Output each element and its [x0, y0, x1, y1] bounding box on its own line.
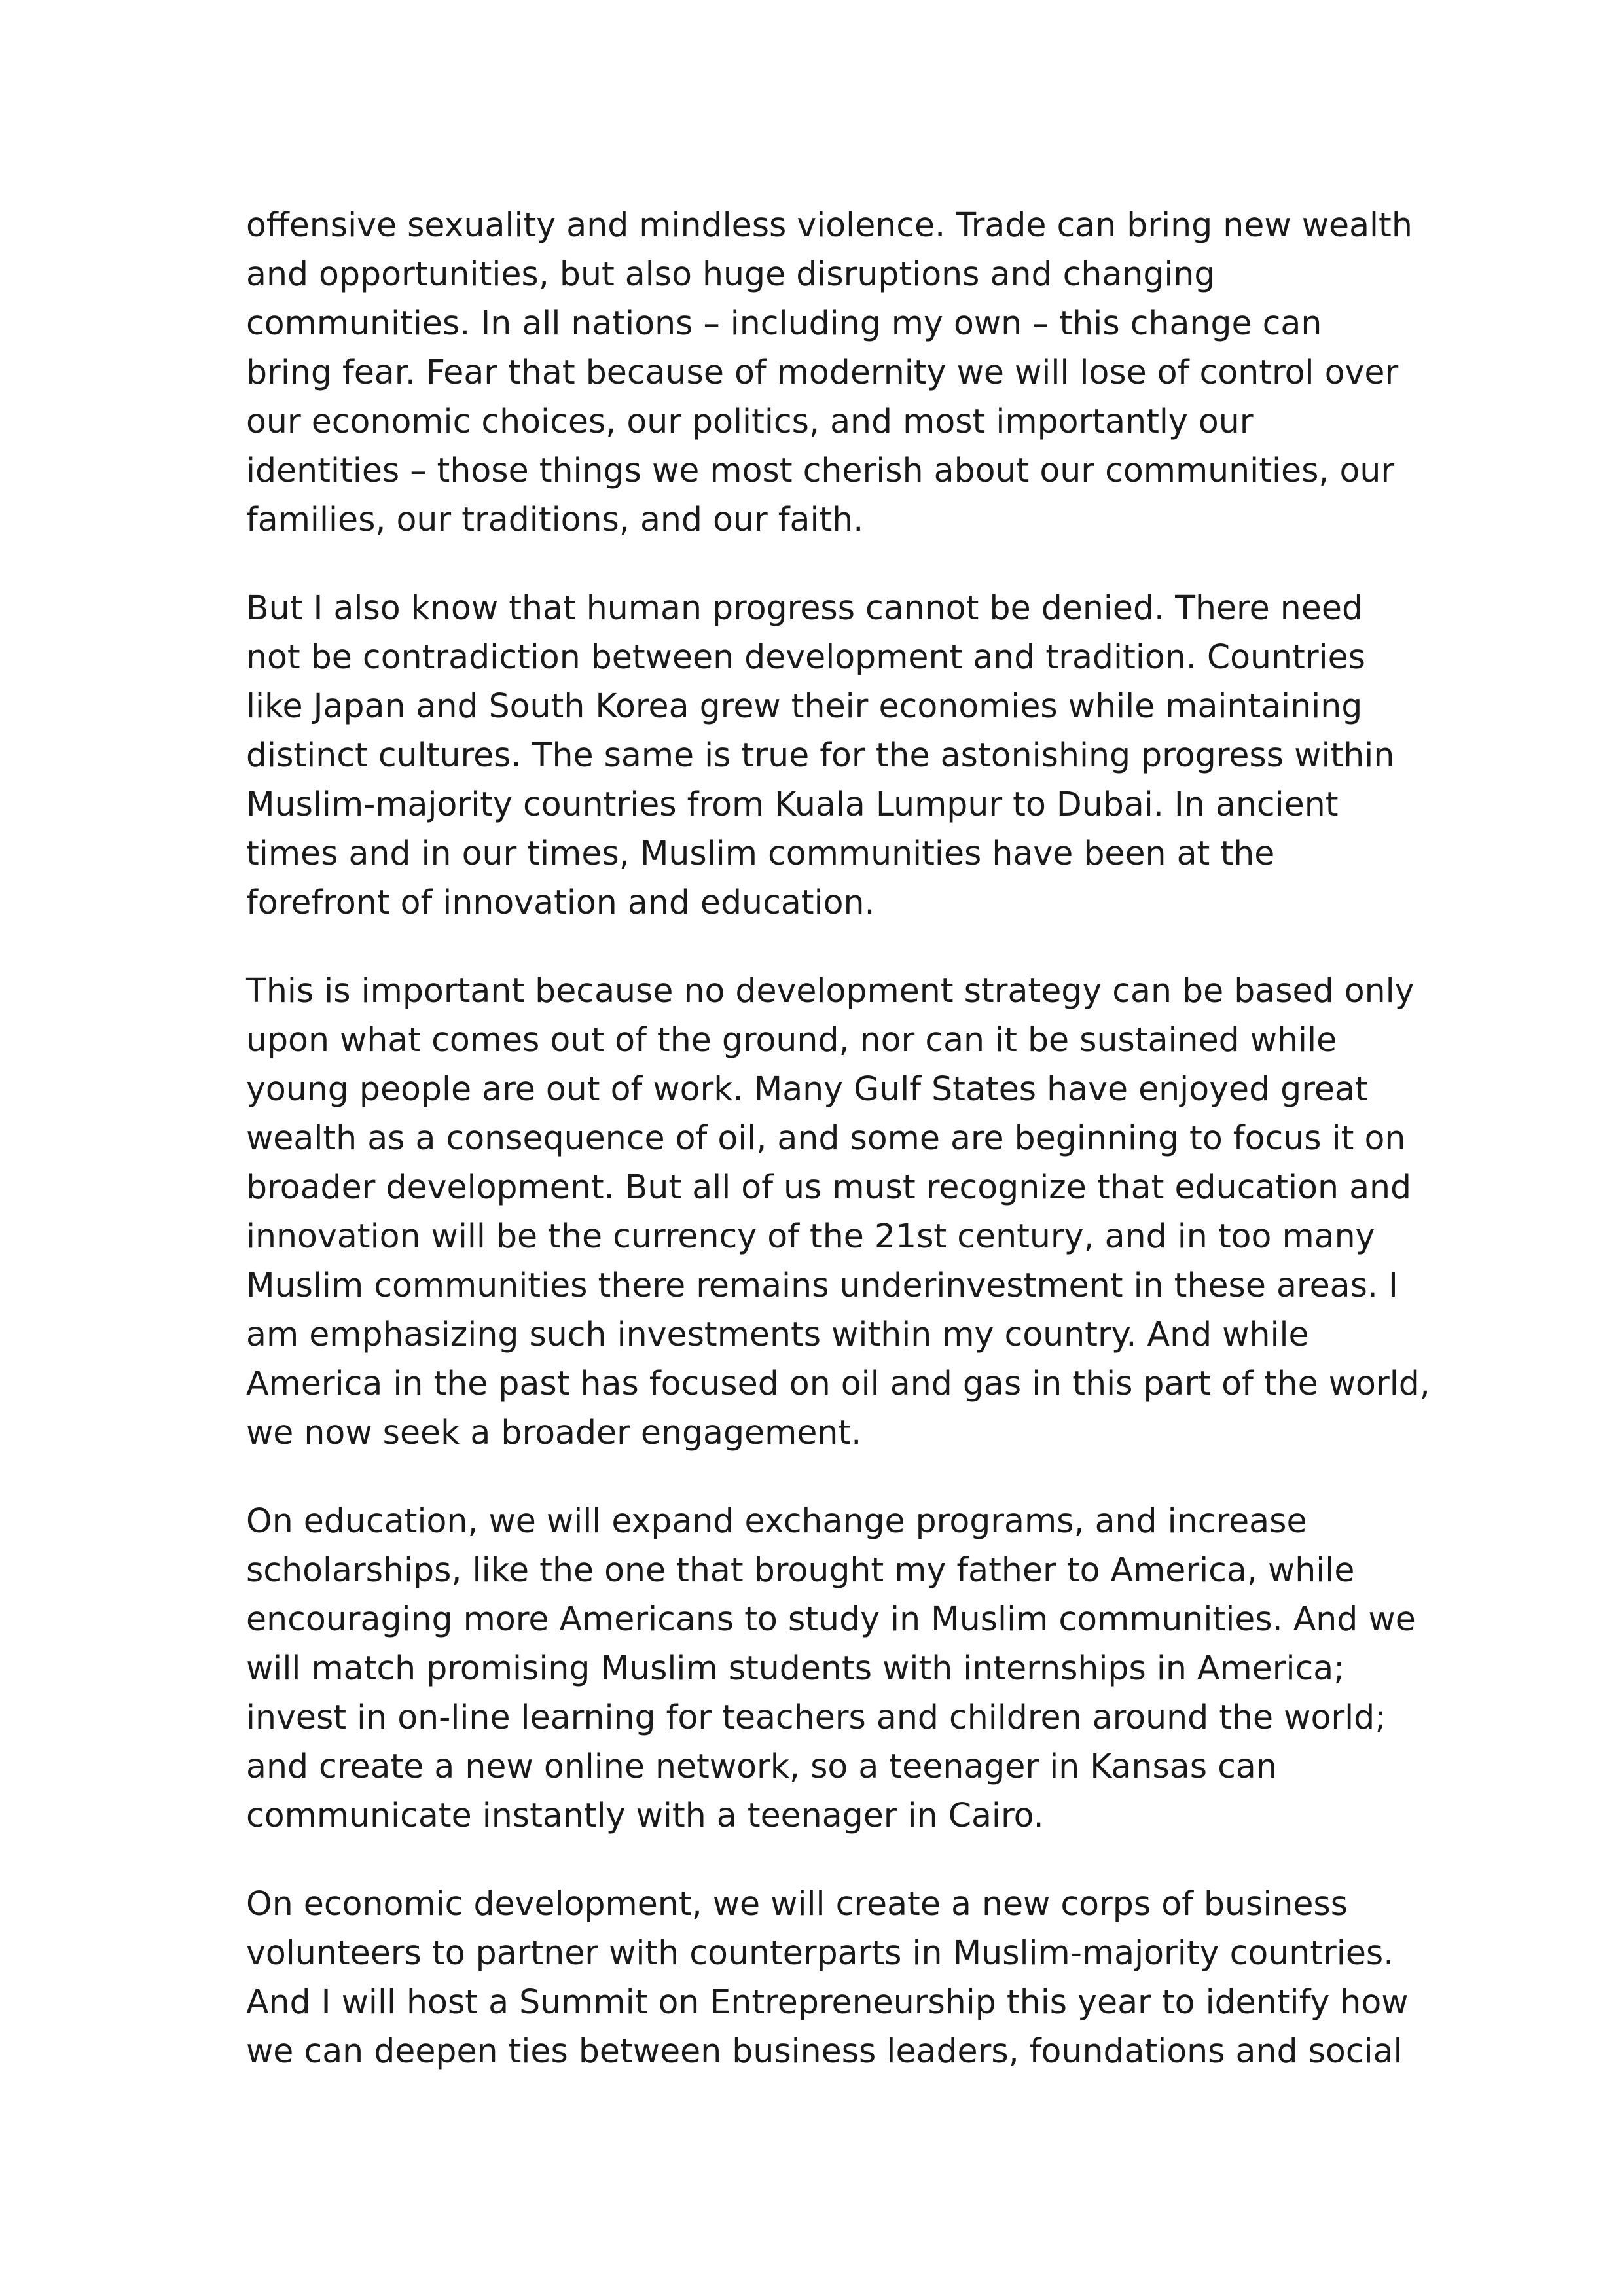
- text-line: wealth as a consequence of oil, and some are beginning to focus it on: [246, 1119, 1406, 1157]
- paragraph-1: [246, 200, 1413, 544]
- text-line: innovation will be the currency of the 21st century, and in too many: [246, 1217, 1375, 1255]
- text-line: will match promising Muslim students with internships in America;: [246, 1649, 1345, 1687]
- text-line: offensive sexuality and mindless violence. Trade can bring new wealth: [246, 206, 1413, 244]
- text-line: forefront of innovation and education.: [246, 883, 875, 922]
- text-line: broader development. But all of us must recognize that education and: [246, 1168, 1412, 1206]
- text-line: Muslim communities there remains underinvestment in these areas. I: [246, 1266, 1398, 1304]
- text-line: scholarships, like the one that brought my father to America, while: [246, 1551, 1355, 1589]
- text-line: young people are out of work. Many Gulf States have enjoyed great: [246, 1069, 1368, 1108]
- document-body: [246, 200, 1430, 2115]
- paragraph-4: [246, 1496, 1416, 1840]
- text-line: we can deepen ties between business leaders, foundations and social: [246, 2032, 1403, 2070]
- text-line: we now seek a broader engagement.: [246, 1413, 862, 1452]
- paragraph-3: [246, 966, 1430, 1457]
- text-line: bring fear. Fear that because of modernity we will lose of control over: [246, 353, 1399, 391]
- text-line: am emphasizing such investments within my country. And while: [246, 1315, 1309, 1354]
- text-line: But I also know that human progress cannot be denied. There need: [246, 588, 1363, 627]
- text-line: invest in on-line learning for teachers and children around the world;: [246, 1698, 1386, 1736]
- text-line: upon what comes out of the ground, nor can it be sustained while: [246, 1020, 1337, 1059]
- text-line: On education, we will expand exchange programs, and increase: [246, 1501, 1307, 1540]
- text-line: communicate instantly with a teenager in Cairo.: [246, 1796, 1044, 1835]
- text-line: identities – those things we most cherish about our communities, our: [246, 451, 1395, 490]
- text-line: like Japan and South Korea grew their economies while maintaining: [246, 687, 1363, 725]
- text-line: volunteers to partner with counterparts in Muslim-majority countries.: [246, 1933, 1394, 1972]
- paragraph-5: [246, 1879, 1409, 2075]
- text-line: encouraging more Americans to study in Muslim communities. And we: [246, 1600, 1416, 1638]
- text-line: and create a new online network, so a teenager in Kansas can: [246, 1747, 1277, 1785]
- text-line: This is important because no development strategy can be based only: [246, 971, 1415, 1010]
- text-line: families, our traditions, and our faith.: [246, 500, 864, 539]
- text-line: Muslim-majority countries from Kuala Lumpur to Dubai. In ancient: [246, 785, 1339, 823]
- text-line: our economic choices, our politics, and most importantly our: [246, 402, 1254, 440]
- text-line: And I will host a Summit on Entrepreneurship this year to identify how: [246, 1982, 1409, 2021]
- text-line: and opportunities, but also huge disruptions and changing: [246, 255, 1216, 293]
- text-line: times and in our times, Muslim communities have been at the: [246, 834, 1275, 872]
- text-line: America in the past has focused on oil and gas in this part of the world,: [246, 1364, 1430, 1403]
- text-line: On economic development, we will create a new corps of business: [246, 1884, 1348, 1923]
- text-line: communities. In all nations – including my own – this change can: [246, 304, 1322, 342]
- paragraph-2: [246, 583, 1398, 927]
- text-line: distinct cultures. The same is true for the astonishing progress within: [246, 736, 1395, 774]
- text-line: not be contradiction between development and tradition. Countries: [246, 637, 1365, 676]
